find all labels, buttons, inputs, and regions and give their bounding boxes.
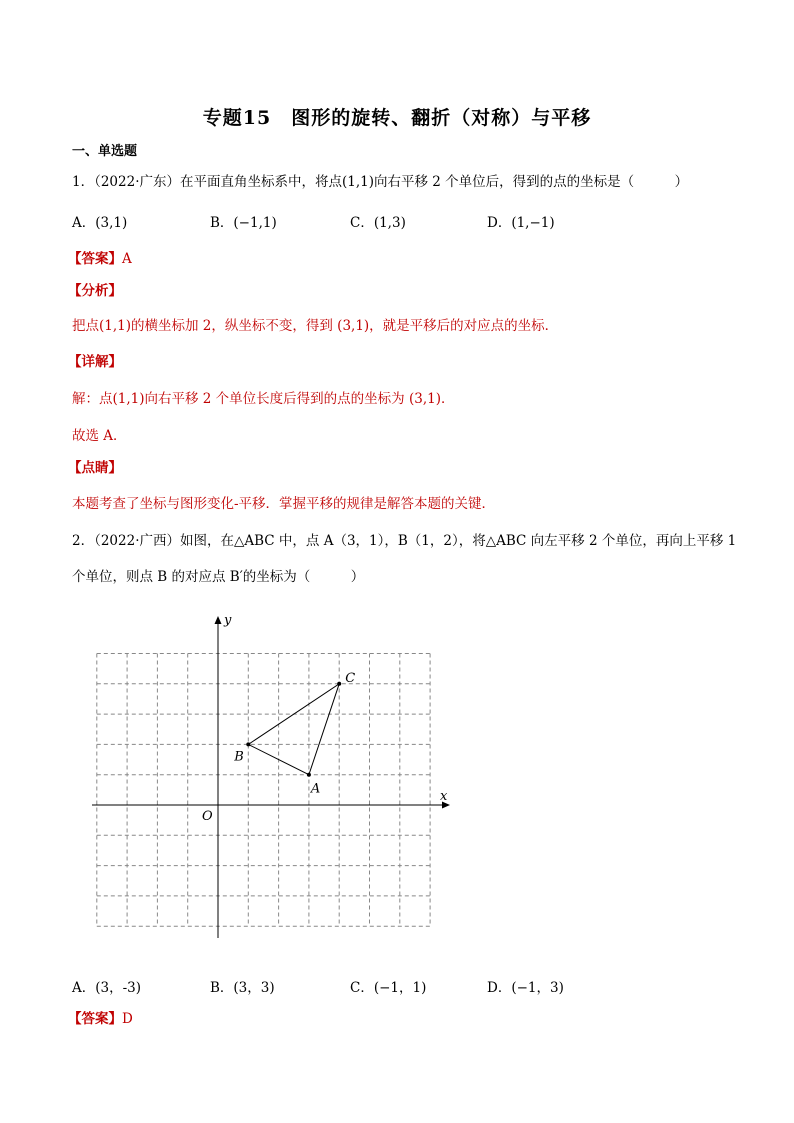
vertex-label-b: B: [234, 749, 244, 765]
q1-detail-text: 解：点(1,1)向右平移 2 个单位长度后得到的点的坐标为 (3,1)．: [72, 391, 455, 407]
q2-option-a: A．(3，-3): [72, 980, 142, 996]
q1-comment-text: 本题考查了坐标与图形变化-平移．掌握平移的规律是解答本题的关键．: [72, 496, 496, 512]
q1-comment-label: [68, 456, 122, 476]
q1-option-a: A．(3,1): [72, 215, 128, 231]
q1-option-c: C．(1,3): [350, 215, 406, 231]
q1-conclusion: 故选 A．: [72, 428, 127, 444]
x-axis-label: x: [440, 789, 448, 804]
q2-option-d: D．(−1，3): [487, 980, 564, 996]
q1-stem: 1．（2022·广东）在平面直角坐标系中，将点(1,1)向右平移 2 个单位后，得到的点的坐标是（ ）: [72, 174, 689, 190]
q1-analysis-text: 把点(1,1)的横坐标加 2，纵坐标不变，得到 (3,1)，就是平移后的对应点的坐标．: [72, 318, 559, 334]
triangle-abc: [248, 684, 339, 775]
q1-option-b: B．(−1,1): [210, 215, 277, 231]
q2-stem-line1: 2．（2022·广西）如图，在△ABC 中，点 A（3，1），B（1，2），将△ABC 向左平移 2 个单位，再向上平移 1: [72, 533, 737, 549]
vertex-b: [246, 742, 250, 746]
q1-answer-row: [68, 247, 132, 267]
page-title: 专题15 图形的旋转、翻折（对称）与平移: [202, 107, 592, 129]
answer-value: A: [122, 251, 132, 267]
q2-answer-row: [68, 1007, 133, 1027]
comment-label: 【点睛】: [68, 460, 122, 476]
y-axis-label: y: [224, 613, 232, 628]
vertex-label-c: C: [345, 670, 356, 686]
answer-label: 【答案】: [68, 1011, 122, 1027]
q1-option-d: D．(1,−1): [487, 215, 555, 231]
answer-label: 【答案】: [68, 251, 122, 267]
vertex-c: [337, 682, 341, 686]
q1-analysis-label: [68, 279, 122, 299]
analysis-label: 【分析】: [68, 283, 122, 299]
origin-label: O: [202, 809, 213, 824]
section-heading: 一、单选题: [72, 144, 138, 159]
q2-option-b: B．(3，3): [210, 980, 275, 996]
vertex-label-a: A: [310, 781, 321, 797]
detail-label: 【详解】: [68, 354, 122, 370]
y-axis-arrow-icon: [215, 616, 222, 624]
answer-value: D: [122, 1011, 133, 1027]
vertex-a: [307, 773, 311, 777]
grid: [97, 654, 430, 927]
q1-detail-label: [68, 350, 122, 370]
axes: [92, 613, 450, 938]
coordinate-figure: [88, 612, 458, 942]
q2-option-c: C．(−1，1): [350, 980, 427, 996]
q2-stem-line2: 个单位，则点 B 的对应点 B′的坐标为（ ）: [72, 569, 365, 585]
